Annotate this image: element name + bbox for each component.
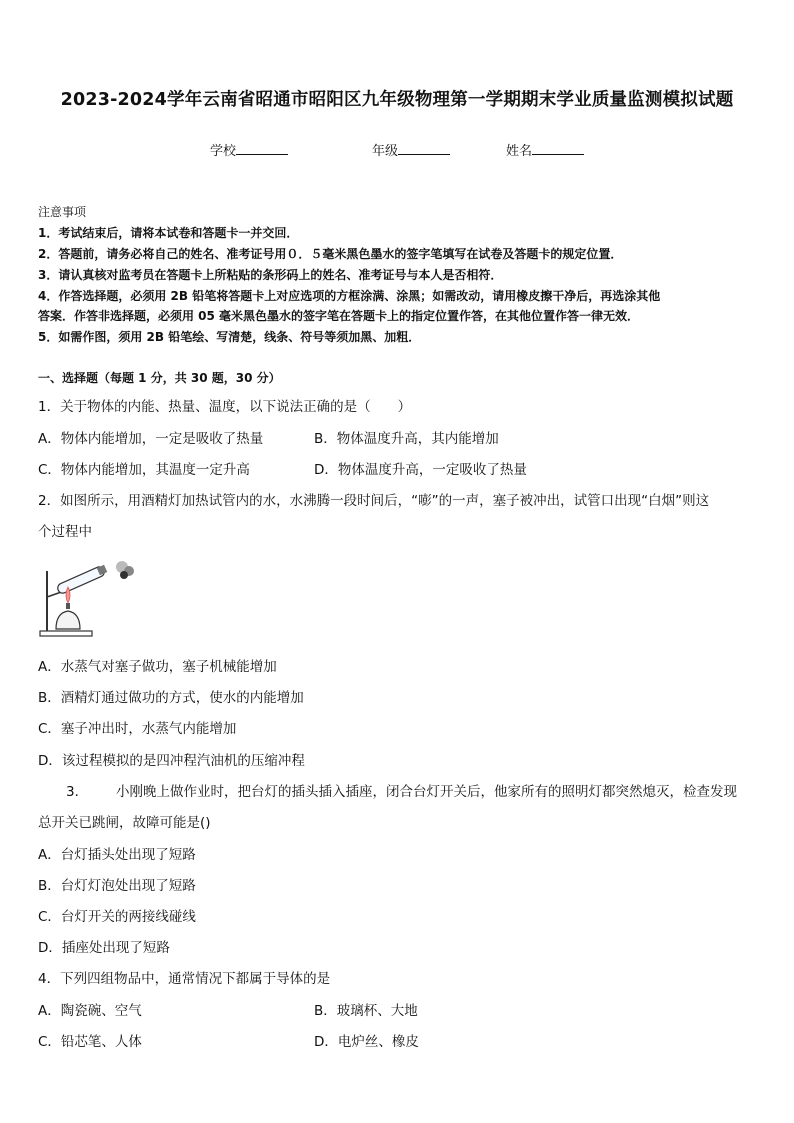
q4-option-b: B．玻璃杯、大地 xyxy=(314,1003,418,1019)
q4-option-d: D．电炉丝、橡皮 xyxy=(314,1034,419,1050)
q2-option-d: D．该过程模拟的是四冲程汽油机的压缩冲程 xyxy=(38,753,305,769)
q2-stem-line1: 2．如图所示，用酒精灯加热试管内的水，水沸腾一段时间后，“嘭”的一声，塞子被冲出，试管口出现“白烟”则这 xyxy=(38,493,710,509)
name-blank xyxy=(532,142,584,155)
q1-option-c: C．物体内能增加，其温度一定升高 xyxy=(38,462,250,478)
school-label: 学校 xyxy=(210,144,237,159)
q4-option-c: C．铅芯笔、人体 xyxy=(38,1034,142,1050)
alcohol-lamp-test-tube-figure xyxy=(38,557,138,645)
note-item-4-cont: 答案．作答非选择题，必须用 05 毫米黑色墨水的签字笔在答题卡上的指定位置作答，在其他位置作答一律无效． xyxy=(38,309,640,323)
q3-stem-line2: 总开关已跳闸，故障可能是() xyxy=(38,815,211,831)
q4-option-a: A．陶瓷碗、空气 xyxy=(38,1003,142,1019)
q3-stem-line1: 小刚晚上做作业时，把台灯的插头插入插座，闭合台灯开关后，他家所有的照明灯都突然熄灭，检查发现 xyxy=(116,784,737,800)
name-field xyxy=(506,140,584,159)
notes-heading: 注意事项 xyxy=(38,205,87,219)
note-item-4: 4．作答选择题，必须用 2B 铅笔将答题卡上对应选项的方框涂满、涂黑；如需改动，请用橡皮擦干净后，再选涂其他 xyxy=(38,289,661,303)
note-item-1: 1．考试结束后，请将本试卷和答题卡一并交回． xyxy=(38,226,299,240)
q3-option-d: D．插座处出现了短路 xyxy=(38,940,170,956)
q2-stem-line2: 个过程中 xyxy=(38,524,92,540)
q2-option-c: C．塞子冲出时，水蒸气内能增加 xyxy=(38,721,237,737)
page-title: 2023-2024学年云南省昭通市昭阳区九年级物理第一学期期末学业质量监测模拟试题 xyxy=(60,90,734,110)
q4-stem: 4．下列四组物品中，通常情况下都属于导体的是 xyxy=(38,971,331,987)
note-item-3: 3．请认真核对监考员在答题卡上所粘贴的条形码上的姓名、准考证号与本人是否相符． xyxy=(38,268,503,282)
school-field xyxy=(210,140,288,159)
q2-option-a: A．水蒸气对塞子做功，塞子机械能增加 xyxy=(38,659,277,675)
school-blank xyxy=(236,142,288,155)
q1-stem: 1．关于物体的内能、热量、温度，以下说法正确的是（ ） xyxy=(38,399,412,415)
note-item-2: 2．答题前，请务必将自己的姓名、准考证号用０．５毫米黑色墨水的签字笔填写在试卷及答题卡的规定位置． xyxy=(38,247,623,261)
grade-label: 年级 xyxy=(372,144,399,159)
q3-option-c: C．台灯开关的两接线碰线 xyxy=(38,909,196,925)
q3-option-b: B．台灯灯泡处出现了短路 xyxy=(38,878,196,894)
section-heading: 一、选择题（每题 1 分，共 30 题，30 分） xyxy=(38,371,281,385)
q3-number: 3． xyxy=(66,784,89,800)
q1-option-a: A．物体内能增加，一定是吸收了热量 xyxy=(38,431,264,447)
grade-blank xyxy=(398,142,450,155)
q1-option-b: B．物体温度升高，其内能增加 xyxy=(314,431,499,447)
name-label: 姓名 xyxy=(506,144,533,159)
note-item-5: 5．如需作图，须用 2B 铅笔绘、写清楚，线条、符号等须加黑、加粗． xyxy=(38,330,421,344)
grade-field xyxy=(372,140,450,159)
q3-option-a: A．台灯插头处出现了短路 xyxy=(38,847,196,863)
q2-option-b: B．酒精灯通过做功的方式，使水的内能增加 xyxy=(38,690,304,706)
q1-option-d: D．物体温度升高，一定吸收了热量 xyxy=(314,462,527,478)
